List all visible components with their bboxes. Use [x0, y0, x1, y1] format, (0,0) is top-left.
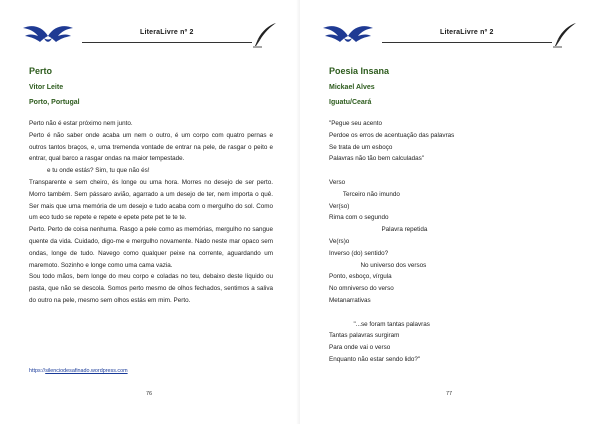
verse-line: Verso [329, 178, 346, 186]
header-rule [382, 42, 552, 43]
verse-line: Palavra repetida [329, 226, 428, 234]
winged-bird-logo-icon [322, 22, 374, 48]
verse-line: Tantas palavras surgiram [329, 332, 400, 340]
poem-author: Mickael Alves [329, 84, 375, 91]
page-number: 77 [446, 391, 453, 397]
header-title: LiteraLivre nº 2 [140, 29, 194, 36]
verse-line: Ver(so) [329, 202, 350, 210]
page-header [22, 22, 278, 48]
winged-bird-logo-icon [22, 22, 74, 48]
verse-line: Para onde vai o verso [329, 344, 391, 352]
page-number: 76 [146, 391, 153, 397]
poem-title: Poesia Insana [329, 66, 390, 76]
poem-content [329, 66, 573, 366]
verse-line: Metanarrativas [329, 296, 371, 304]
paragraph: Perto é não saber onde acaba um nem o outro, é um corpo com quatro pernas e outros tantos braços, e, uma tremenda vontade de entrar na pele, de rasgar o peito e entrar, qual barco a rasgar ondas na maior tempestade. [29, 131, 273, 163]
verse-line: Palavras não tão bem calculadas" [329, 155, 424, 163]
article-body [29, 118, 273, 307]
verse-line: Ponto, esboço, vírgula [329, 273, 392, 281]
right-page [300, 0, 600, 424]
verse-line: Rima com o segundo [329, 214, 389, 222]
article-place: Porto, Portugal [29, 99, 80, 106]
verse-line: Ve(rs)o [329, 237, 350, 245]
author-link[interactable] [29, 368, 128, 374]
page-header [322, 22, 578, 48]
quill-pen-icon [552, 22, 578, 48]
article-content [29, 66, 273, 307]
poem-place: Iguatu/Ceará [329, 99, 372, 106]
quill-pen-icon [252, 22, 278, 48]
verse-line: No universo dos versos [329, 261, 427, 269]
paragraph: Transparente e sem cheiro, és longe ou uma hora. Morres no desejo de ser perto. Morro também. Sem pássaro avião, agarrado a um desejo de ter, nem importa o quê. Ser mais que uma memória de um desejo e tudo acaba com o mergulho do sol. Como um eco tudo se repete e repete e epete pete pet te te te. [29, 178, 273, 222]
verse-line: "...se foram tantas palavras [329, 320, 430, 328]
verse-line: "Pegue seu acento [329, 120, 383, 127]
verse-line: Terceiro não imundo [329, 190, 400, 198]
verse-line: Inverso (do) sentido? [329, 249, 389, 257]
verse-line: Enquanto não estar sendo lido?" [329, 355, 421, 363]
header-rule [82, 42, 252, 43]
paragraph: Perto não é estar próximo nem junto. [29, 120, 133, 127]
verse-line: No omniverso do verso [329, 285, 394, 293]
stanza-break [329, 307, 573, 319]
link-text: silenciodesafinado.wordpress.com [45, 368, 128, 374]
article-title: Perto [29, 66, 53, 76]
paragraph: Perto. Perto de coisa nenhuma. Rasgo a pele como as memórias, mergulho no sangue quente da vida. Cuidado, digo-me e mergulho novamente. Nado neste mar opaco sem ondas, longe de tudo. Navego como qualquer peixe na corrente, aguardando um maremoto. Sozinho e longe como uma cama vazia. [29, 226, 273, 269]
paragraph: e tu onde estás? Sim, tu que não és! [47, 167, 150, 175]
poem-body [329, 118, 573, 366]
paragraph: Sou todo mãos, bem longe do meu corpo e coladas no teu, debaixo deste líquido ou pasta, que não se descola. Somos perto mesmo de olhos fechados, sentimos a saliva do outro na pele, mesmo sem olhos estás em mim. Perto. [29, 273, 273, 304]
link-prefix: https:// [29, 368, 46, 374]
stanza-break [329, 165, 573, 177]
article-author: Vitor Leite [29, 84, 64, 91]
header-title: LiteraLivre nº 2 [440, 29, 494, 36]
verse-line: Perdoe os erros de acentuação das palavras [329, 131, 455, 139]
verse-line: Se trata de um esboço [329, 143, 393, 151]
